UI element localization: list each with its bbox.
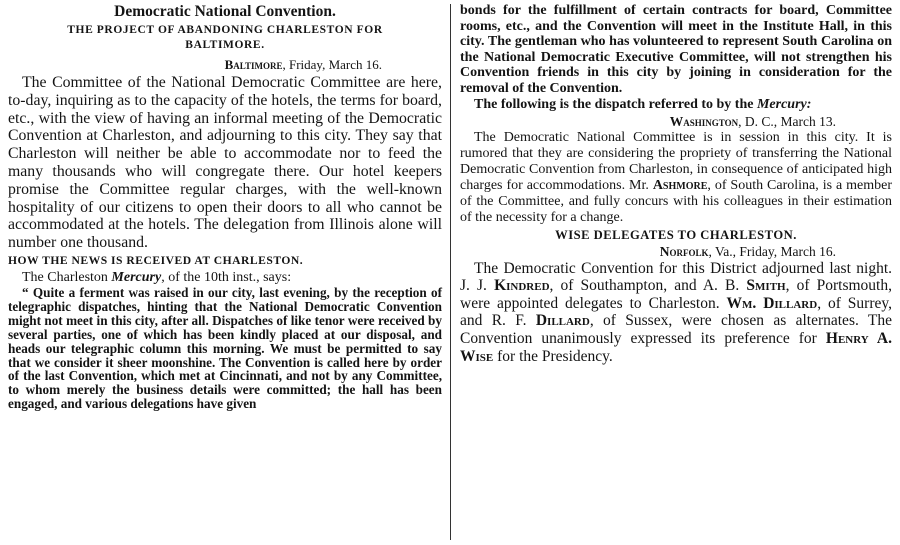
mercury-title: Mercury [111,269,162,285]
dispatch-name-ashmore: Ashmore [652,177,708,193]
column-rule [450,4,451,540]
continued-paragraph: bonds for the fulfillment of certain contracts for board, Committee rooms, etc., and the Convention will meet in the Institute Hall, in this city. The gentleman who has volunteered to represent South Carolina on the National Democratic Executive Committee, will not strengthen his Convention friends in this city by joining in consideration for the removal of the Convention. [460,3,892,96]
dateline-date: , Friday, March 16. [282,57,382,72]
dispatch-dateline-date: , D. C., March 13. [738,113,836,129]
subtitle-line-1: THE PROJECT OF ABANDONING CHARLESTON FOR [67,24,383,36]
norfolk-dateline-date: , Va., Friday, March 16. [708,243,836,259]
norfolk-dateline-place: Norfolk [659,243,709,259]
mercury-intro-post: , of the 10th inst., says: [161,269,292,285]
dispatch-intro [460,97,892,113]
name-wm-dillard: Wm. Dillard [726,294,818,312]
dispatch-text-a: The Democratic National Committee is in session in this city. It is rumored that they are considering the propriety of transferring the National Democratic Convention from Charleston, in consequence of anticipated high charges for accommodations. Mr. [460,129,892,193]
dateline-norfolk [460,243,892,260]
section-heading-wise: WISE DELEGATES TO CHARLESTON. [555,227,797,242]
final-text-f: for the Presidency. [493,347,613,365]
name-kindred: Kindred [494,277,550,295]
dispatch-intro-text: The following is the dispatch referred to by the [474,96,754,112]
article-subtitle [8,23,442,53]
mercury-intro-pre: The Charleston [22,269,112,285]
dateline-washington [460,113,892,130]
name-smith: Smith [746,277,786,295]
right-column [454,0,900,365]
final-text-b: , of Southampton, and A. B. [549,277,747,295]
dispatch-text-b: , of South Carolina, is a member of the Committee, and fully concurs with his colleagues in their estimation of the necessity for a change. [460,177,893,225]
name-henry-a-wise: Henry A. Wise [460,329,892,365]
final-text-a: The Democratic Convention for this District adjourned last night. J. J. [460,259,892,295]
name-r-f-dillard: Dillard [535,312,590,330]
mercury-intro [8,269,442,286]
article-title: Democratic National Convention. [114,3,336,20]
subtitle-line-2: BALTIMORE. [185,39,265,51]
quote-paragraph: “ Quite a ferment was raised in our city, last evening, by the reception of telegraphic dispatches, hinting that the National Democratic Convention might not meet in this city, after all. Dispatches of like tenor were received by several parties, one of which has been kindly placed at our disposal, and heads our telegraphic column this morning. We must be permitted to say that we consider it sheer moonshine. The Convention is called here by order of the last Convention, which met at Cincinnati, and not by any Committee, to whom merely the business details were committed; the hall has been engaged, and various delegations have given [8,284,442,412]
dispatch-dateline-place: Washington [669,113,739,129]
final-text-d: , of Surrey, and R. F. [460,294,892,330]
left-column [0,0,448,411]
final-text-e: , of Sussex, were chosen as alternates. The Convention unanimously expressed its preference for [460,312,892,347]
final-paragraph [460,260,892,366]
dispatch-intro-mercury: Mercury: [756,96,812,112]
dateline-place: Baltimore [224,57,283,72]
dispatch-paragraph [460,130,892,226]
dateline-baltimore [8,56,442,73]
section-heading-charleston: HOW THE NEWS IS RECEIVED AT CHARLESTON. [8,253,304,267]
final-text-c: , of Portsmouth, were appointed delegates to Charleston. [460,277,892,312]
lead-paragraph: The Committee of the National Democratic Committee are here, to-day, inquiring as to the capacity of the hotels, the terms for board, etc., with the view of having an informal meeting of the Democratic Convention at Charleston, and adjourning to this city. They say that Charleston will neither be able to accommodate nor to feed the many thousands who will congregate there. Our hotel keepers promise the Committee regular charges, with the well-known hospitality of our citizens to open their doors to all who cannot be accommodated at the hotels. The delegation from Illinois alone will number one thousand. [8,74,442,252]
